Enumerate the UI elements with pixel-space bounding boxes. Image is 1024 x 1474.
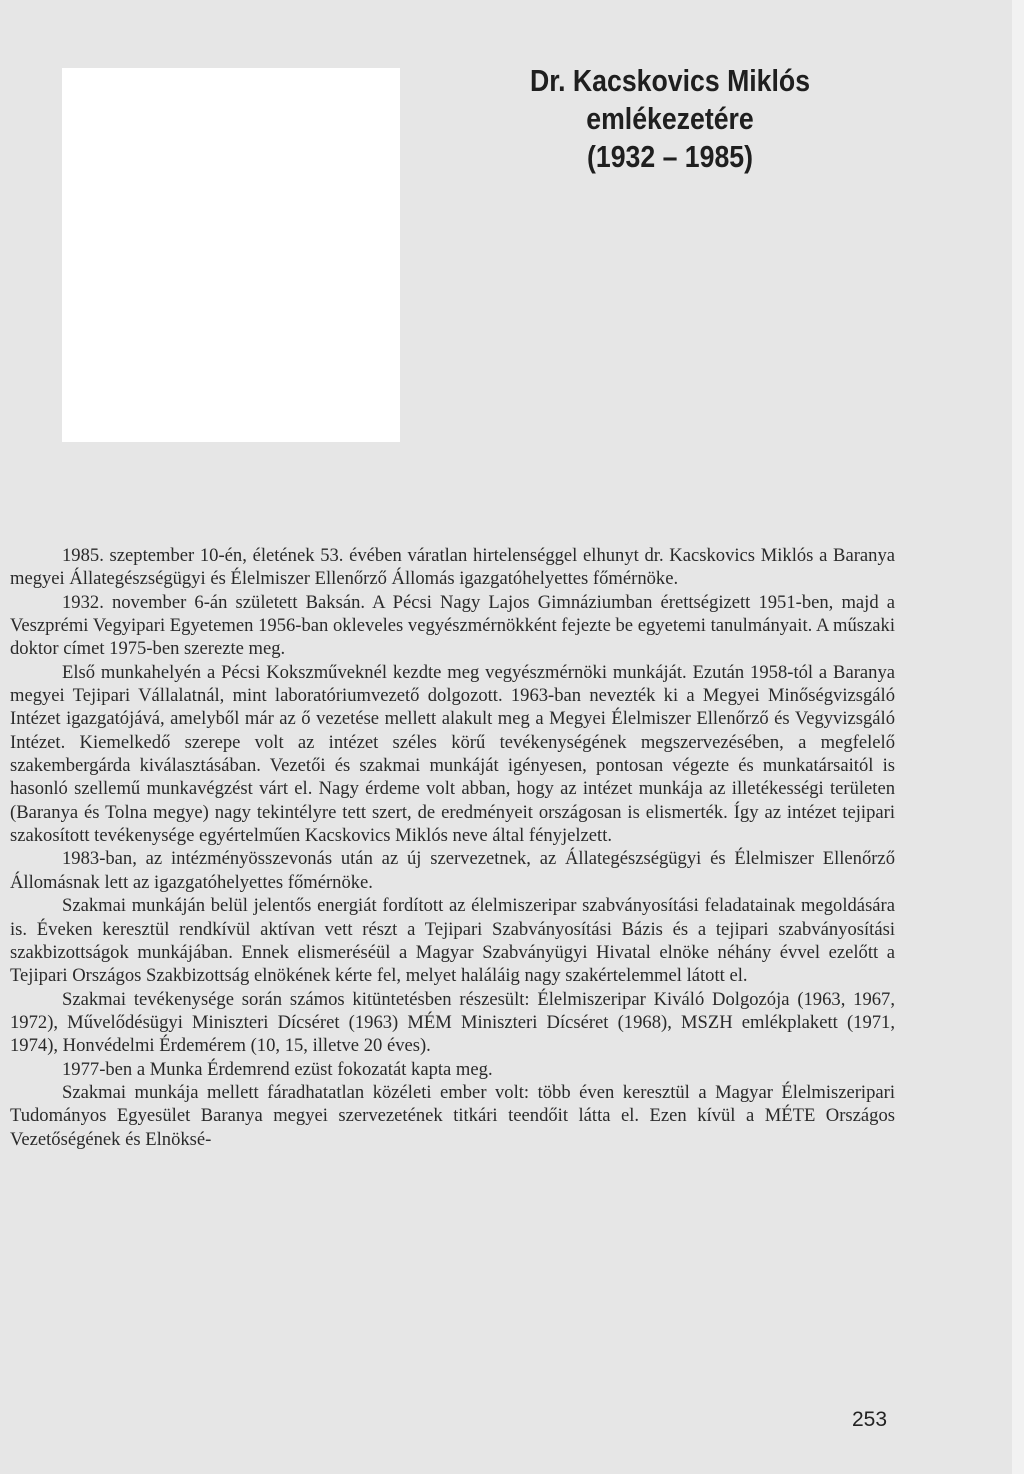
article-body [10, 544, 895, 1151]
page-title [498, 62, 842, 176]
page-number: 253 [852, 1408, 888, 1431]
paragraph: 1932. november 6-án született Baksán. A Pécsi Nagy Lajos Gimnáziumban érettségizett 1951-ben, majd a Veszprémi Vegyipari Egyetemen 1956-ban okleveles vegyészmérnökként fejezte be egyetemi tanulmányait. A műszaki doktor címet 1975-ben szerezte meg. [10, 591, 895, 660]
paragraph: 1985. szeptember 10-én, életének 53. évében váratlan hirtelenséggel elhunyt dr. Kacskovics Miklós a Baranya megyei Állategészségügyi és Élelmiszer Ellenőrző Állomás igazgatóhelyettes főmérnöke. [10, 545, 895, 590]
page-edge [1012, 0, 1024, 1474]
portrait-photo-placeholder [62, 68, 400, 442]
paragraph: 1977-ben a Munka Érdemrend ezüst fokozatát kapta meg. [62, 1058, 493, 1080]
paragraph: Szakmai munkáján belül jelentős energiát fordított az élelmiszeripar szabványosítási feladatainak megoldására is. Éveken keresztül rendkívül aktívan vett részt a Tejipari Szabványosítási Bázis és a tejipari szabványosítási szakbizottságok munkájában. Ennek elismeréséül a Magyar Szabványügyi Hivatal elnöke néhány évvel ezelőtt a Tejipari Országos Szakbizottság elnökének kérte fel, melyet haláláig nagy szakértelemmel látott el. [10, 895, 895, 987]
title-line-1: Dr. Kacskovics Miklós [529, 63, 811, 98]
title-line-3: (1932 – 1985) [586, 139, 754, 174]
paragraph: 1983-ban, az intézményösszevonás után az új szervezetnek, az Állategészségügyi és Élelmiszer Ellenőrző Állomásnak lett az igazgatóhelyettes főmérnöke. [10, 848, 895, 893]
paragraph: Szakmai munkája mellett fáradhatatlan közéleti ember volt: több éven keresztül a Magyar Élelmiszeripari Tudományos Egyesület Baranya megyei szervezetének titkári teendőit látta el. Ezen kívül a MÉTE Országos Vezetőségének és Elnöksé- [10, 1081, 895, 1150]
title-line-2: emlékezetére [586, 101, 754, 136]
paragraph: Szakmai tevékenysége során számos kitüntetésben részesült: Élelmiszeripar Kiváló Dolgozója (1963, 1967, 1972), Művelődésügyi Miniszteri Dícséret (1963) MÉM Miniszteri Dícséret (1968), MSZH emlékplakett (1971, 1974), Honvédelmi Érdemérem (10, 15, illetve 20 éves). [10, 988, 895, 1057]
paragraph: Első munkahelyén a Pécsi Kokszműveknél kezdte meg vegyészmérnöki munkáját. Ezután 1958-tól a Baranya megyei Tejipari Vállalatnál, mint laboratóriumvezető dolgozott. 1963-ban nevezték ki a Megyei Minőségvizsgáló Intézet igazgatójává, amelyből már az ő vezetése mellett alakult meg a Megyei Élelmiszer Ellenőrző és Vegyvizsgáló Intézet. Kiemelkedő szerepe volt az intézet széles körű tevékenységének megszervezésében, a megfelelő szakembergárda kiválasztásában. Vezetői és szakmai munkáját igényesen, pontosan végezte és munkatársaitól is hasonló szellemű munkavégzést várt el. Nagy érdeme volt abban, hogy az intézet munkája az illetékességi területen (Baranya és Tolna megye) nagy tekintélyre tett szert, de eredményeit országosan is elismerték. Így az intézet tejipari szakosított tevékenysége egyértelműen Kacskovics Miklós neve által fényjelzett. [10, 661, 895, 847]
